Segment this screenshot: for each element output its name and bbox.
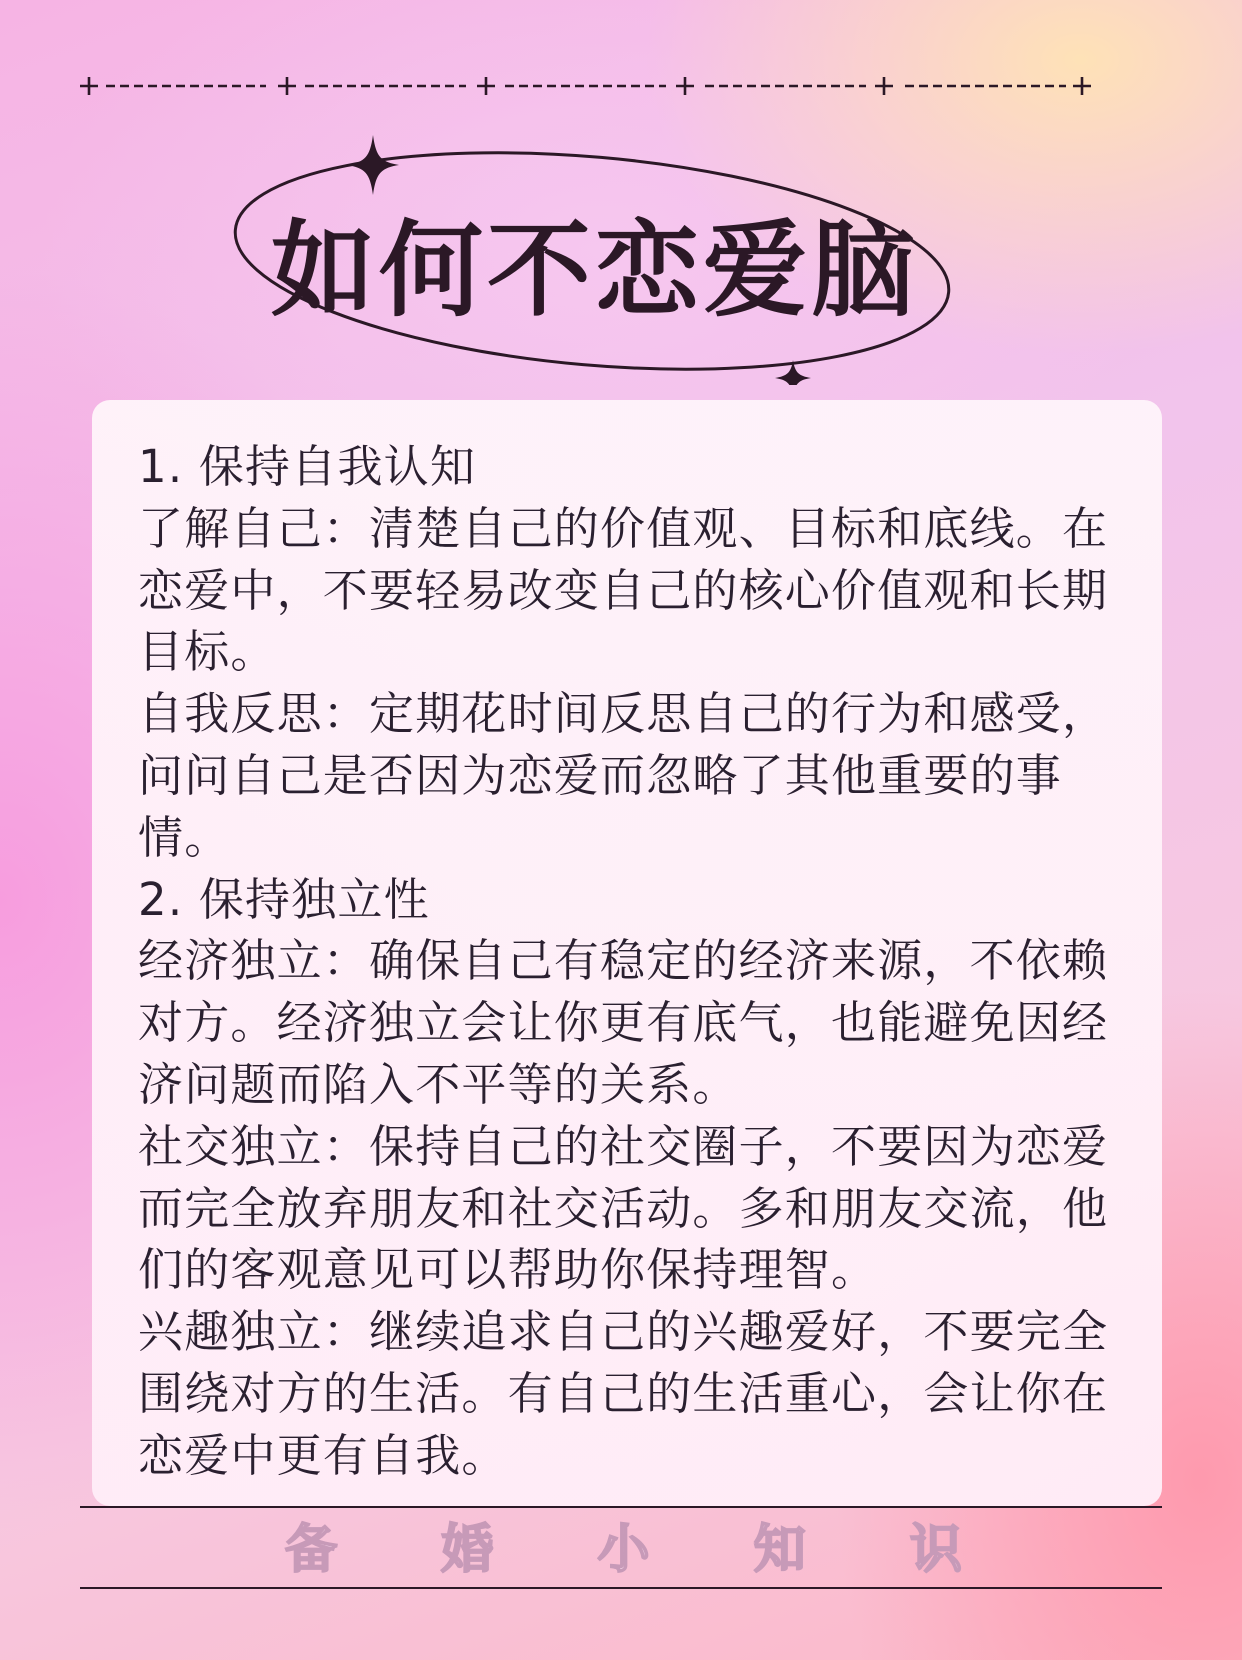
footer-char: 识 bbox=[909, 1520, 962, 1580]
section-heading: 2. 保持独立性 bbox=[138, 872, 430, 926]
sparkle-icon bbox=[347, 135, 399, 195]
footer-char: 知 bbox=[753, 1520, 806, 1580]
content-card bbox=[92, 400, 1162, 1506]
page-title: 如何不恋爱脑 bbox=[270, 209, 919, 331]
section-heading: 1. 保持自我认知 bbox=[138, 440, 477, 493]
footer-top-divider bbox=[80, 1506, 1162, 1508]
section-paragraph: 经济独立：确保自己有稳定的经济来源，不依赖对方。经济独立会让你更有底气，也能避免因经济问题而陷入不平等的关系。 bbox=[138, 934, 1109, 1111]
footer-char: 备 bbox=[285, 1520, 338, 1580]
footer-char: 婚 bbox=[441, 1520, 494, 1580]
section-paragraph: 了解自己：清楚自己的价值观、目标和底线。在恋爱中，不要轻易改变自己的核心价值观和长期目标。 bbox=[138, 501, 1109, 679]
top-dashed-divider bbox=[80, 74, 1162, 98]
footer-label bbox=[80, 1520, 1162, 1580]
title-badge bbox=[225, 135, 965, 385]
section-paragraph: 自我反思：定期花时间反思自己的行为和感受，问问自己是否因为恋爱而忽略了其他重要的事情。 bbox=[138, 687, 1109, 864]
section-paragraph: 社交独立：保持自己的社交圈子，不要因为恋爱而完全放弃朋友和社交活动。多和朋友交流，他们的客观意见可以帮助你保持理智。 bbox=[138, 1119, 1109, 1297]
footer-bottom-divider bbox=[80, 1587, 1162, 1589]
section-paragraph: 兴趣独立：继续追求自己的兴趣爱好，不要完全围绕对方的生活。有自己的生活重心，会让你在恋爱中更有自我。 bbox=[138, 1305, 1109, 1482]
footer-char: 小 bbox=[597, 1520, 650, 1580]
